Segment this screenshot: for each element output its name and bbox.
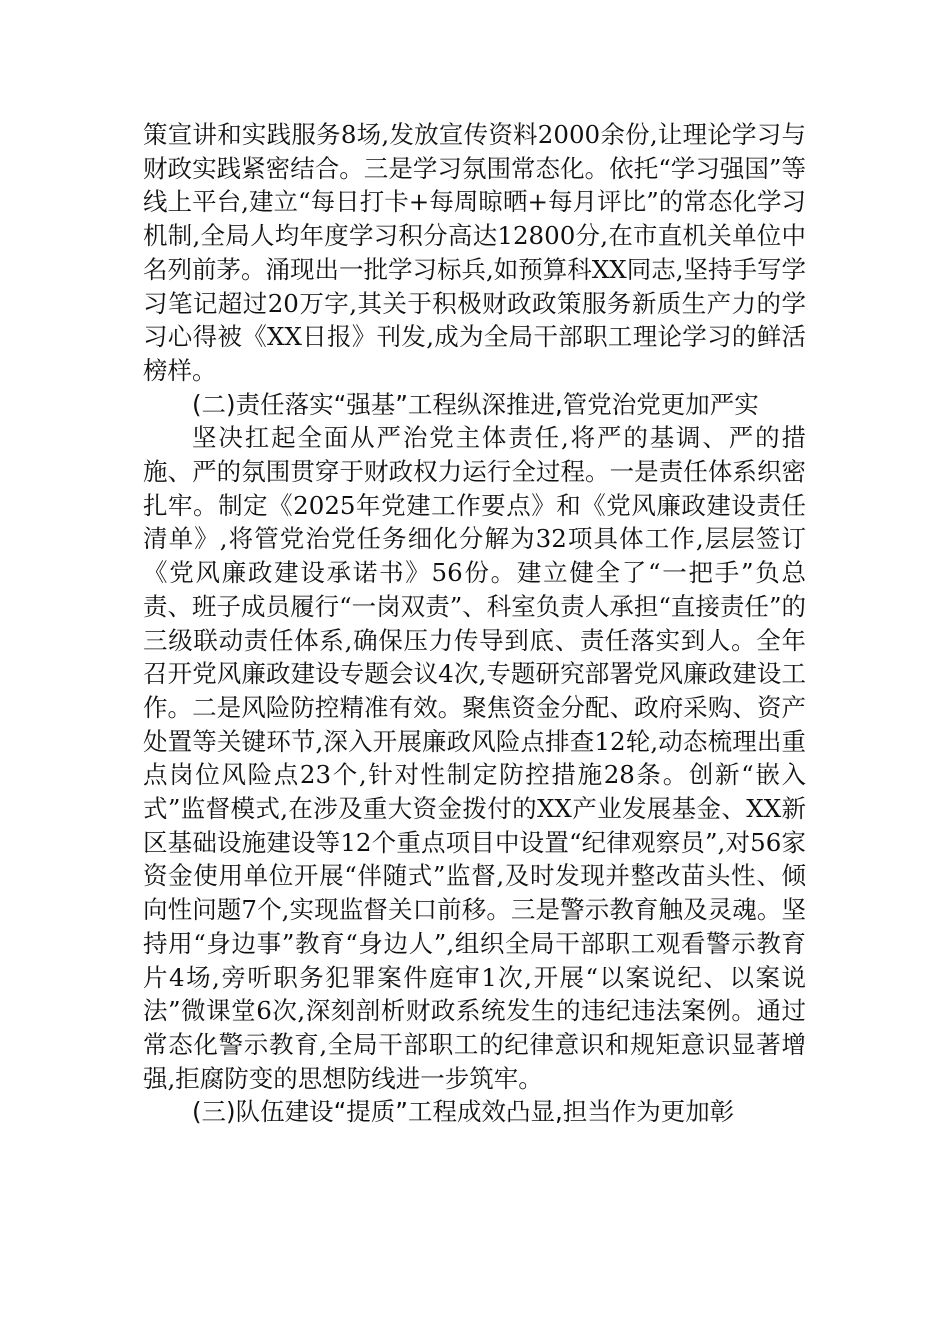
paragraph-responsibility: 坚决扛起全面从严治党主体责任,将严的基调、严的措施、严的氛围贯穿于财政权力运行全过程。一是责任体系织密扎牢。制定《2025年党建工作要点》和《党风廉政建设责任清单》,将管党治党任务细化分解为32项具体工作,层层签订《党风廉政建设承诺书》56份。建立健全了“一把手”负总责、班子成员履行“一岗双责”、科室负责人承担“直接责任”的三级联动责任体系,确保压力传导到底、责任落实到人。全年召开党风廉政建设专题会议4次,专题研究部署党风廉政建设工作。二是风险防控精准有效。聚焦资金分配、政府采购、资产处置等关键环节,深入开展廉政风险点排查12轮,动态梳理出重点岗位风险点23个,针对性制定防控措施28条。创新“嵌入式”监督模式,在涉及重大资金拨付的XX产业发展基金、XX新区基础设施建设等12个重点项目中设置“纪律观察员”,对56家资金使用单位开展“伴随式”监督,及时发现并整改苗头性、倾向性问题7个,实现监督关口前移。三是警示教育触及灵魂。坚持用“身边事”教育“身边人”,组织全局干部职工观看警示教育片4场,旁听职务犯罪案件庭审1次,开展“以案说纪、以案说法”微课堂6次,深刻剖析财政系统发生的违纪违法案例。通过常态化警示教育,全局干部职工的纪律意识和规矩意识显著增强,拒腐防变的思想防线进一步筑牢。 bbox=[143, 423, 806, 1093]
section-heading-team-building: (三)队伍建设“提质”工程成效凸显,担当作为更加彰 bbox=[192, 1097, 735, 1127]
document-body bbox=[143, 118, 806, 1129]
paragraph-study-atmosphere: 策宣讲和实践服务8场,发放宣传资料2000余份,让理论学习与财政实践紧密结合。三是学习氛围常态化。依托“学习强国”等线上平台,建立“每日打卡+每周晾晒+每月评比”的常态化学习机制,全局人均年度学习积分高达12800分,在市直机关单位中名列前茅。涌现出一批学习标兵,如预算科XX同志,坚持手写学习笔记超过20万字,其关于积极财政政策服务新质生产力的学习心得被《XX日报》刊发,成为全局干部职工理论学习的鲜活榜样。 bbox=[143, 120, 806, 385]
section-heading-responsibility: (二)责任落实“强基”工程纵深推进,管党治党更加严实 bbox=[192, 389, 759, 419]
